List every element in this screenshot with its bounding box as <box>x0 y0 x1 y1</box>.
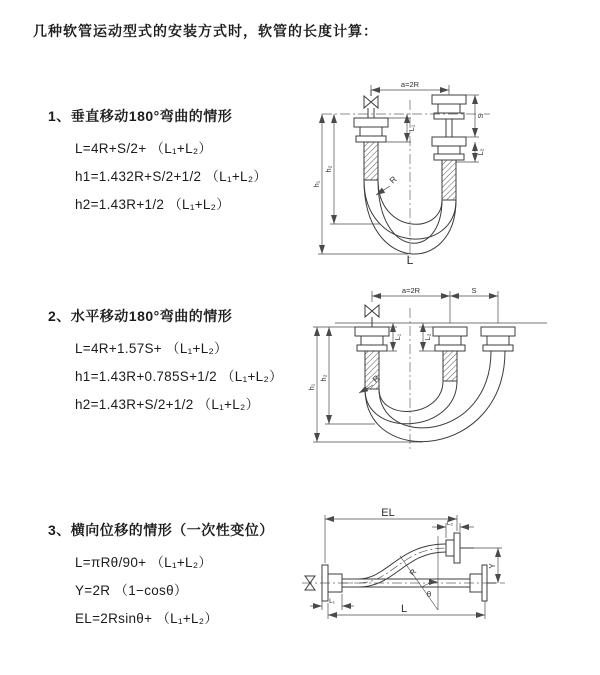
dim-label-l: L <box>400 603 408 615</box>
dim-label-el: EL <box>381 508 395 519</box>
dim-label-y: Y <box>488 563 497 569</box>
formula-L: L=4R+1.57S+ （L₁+L₂） <box>75 341 228 356</box>
dim-label-r: R <box>370 373 382 385</box>
diagram-horizontal-180-bend <box>305 284 600 456</box>
valve-icon <box>364 96 378 108</box>
formula-h1: h1=1.43R+0.785S+1/2 （L₁+L₂） <box>75 369 283 384</box>
left-braided-hose <box>364 142 378 180</box>
formula-Y: Y=2R （1−cosθ） <box>75 583 188 598</box>
formula-EL: EL=2Rsinθ+ （L₁+L₂） <box>75 611 219 626</box>
dim-label-s: S <box>471 286 477 295</box>
diagram-vertical-180-bend <box>312 74 598 266</box>
formula-L: L=4R+S/2+ （L₁+L₂） <box>75 141 213 156</box>
section-2-heading: 2、水平移动180°弯曲的情形 <box>48 308 233 324</box>
dim-label-l1: L₁ <box>329 598 335 605</box>
right-flange-lower <box>432 137 466 160</box>
right-flange <box>481 327 515 351</box>
hose-assembly-drawing <box>355 305 515 442</box>
dim-label-s: S <box>476 113 485 119</box>
dim-label-h2: h₂ <box>324 165 333 173</box>
formula-h2: h2=1.43R+S/2+1/2 （L₁+L₂） <box>75 397 260 412</box>
middle-flange <box>433 327 467 351</box>
s-curved-hose-displaced <box>342 544 446 587</box>
section-3-heading: 3、横向位移的情形（一次性变位） <box>48 522 274 538</box>
dim-label-l1: L₁ <box>407 124 416 132</box>
middle-braided-hose <box>443 351 457 381</box>
dim-label-l2: L₂ <box>446 520 454 527</box>
dim-label-l2: L₂ <box>476 148 485 156</box>
bend-angle-construction <box>400 536 438 610</box>
dim-label-theta: θ <box>426 590 432 599</box>
dim-label-l2: L₂ <box>423 333 432 341</box>
dim-label-a2r: a=2R <box>401 286 421 295</box>
formula-h1: h1=1.432R+S/2+1/2 （L₁+L₂） <box>75 169 268 184</box>
dim-label-h1: h₁ <box>307 383 316 391</box>
diagram-lateral-displacement <box>300 508 600 632</box>
left-flange <box>354 118 388 142</box>
section-1-heading: 1、垂直移动180°弯曲的情形 <box>48 108 233 124</box>
dim-label-r: R <box>387 174 399 186</box>
dim-label-a2r: a=2R <box>400 80 420 89</box>
right-flange-top <box>432 95 466 119</box>
dim-label-r: R <box>407 567 419 578</box>
dim-label-l1: L₁ <box>393 333 402 341</box>
valve-icon <box>365 305 379 317</box>
centerlines <box>322 100 490 258</box>
dim-label-h1: h₁ <box>312 180 321 188</box>
left-flange <box>355 327 389 351</box>
u-bend-hose-curves <box>365 351 505 442</box>
section-lateral-displacement <box>48 520 318 630</box>
dim-label-l: L <box>406 253 414 266</box>
right-braided-hose <box>442 160 456 200</box>
page-title: 几种软管运动型式的安装方式时，软管的长度计算： <box>33 23 378 39</box>
section-horizontal-180 <box>48 306 318 416</box>
formula-h2: h2=1.43R+1/2 （L₁+L₂） <box>75 197 231 212</box>
dim-label-h2: h₂ <box>319 374 328 382</box>
formula-L: L=πRθ/90+ （L₁+L₂） <box>75 555 213 570</box>
right-upper-flange <box>446 533 474 563</box>
section-vertical-180 <box>48 106 318 216</box>
dimensions <box>313 291 498 442</box>
